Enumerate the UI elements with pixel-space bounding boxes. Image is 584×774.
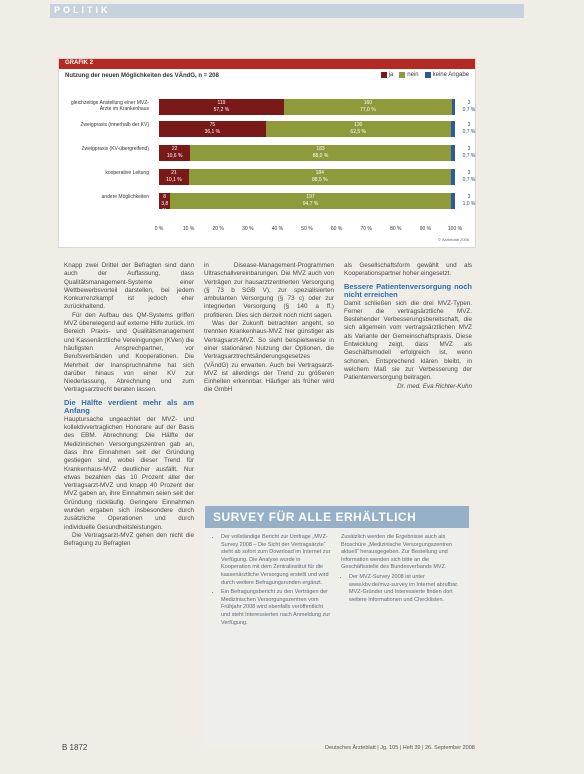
chart-bar-segment-ja bbox=[159, 121, 266, 137]
chart-data-label-keine-angabe: 3 0,7 % bbox=[462, 170, 476, 183]
chart-bar-segment-ja bbox=[159, 99, 284, 115]
chart-bar-segment-nein bbox=[284, 99, 452, 115]
chart-category-label: gleichzeitige Anstellung einer MVZ-Ärzte im Krankenhaus bbox=[70, 100, 149, 112]
chart-label: GRAFIK 2 bbox=[65, 60, 94, 66]
article-subheading: Bessere Patientenversorgung noch nicht erreichen bbox=[344, 281, 472, 299]
chart-label-bar bbox=[59, 59, 475, 69]
article-subheading: Die Hälfte verdient mehr als am Anfang bbox=[64, 397, 194, 415]
chart-bar-segment-keine-angabe bbox=[451, 121, 455, 137]
chart-title: Nutzung der neuen Möglichkeiten des VÄndG, n = 208 bbox=[65, 73, 219, 79]
survey-text: Zusätzlich werden die Ergebnisse auch als Broschüre „Medizinische Versorgungszentren aktuell“ herausgegeben. Zur Bestellung und Information wenden sich bitte an die Geschäftsstelle des Bundesverbands MVZ. bbox=[341, 534, 452, 571]
chart-bar-row bbox=[159, 121, 455, 137]
legend-item-keine-angabe bbox=[425, 72, 469, 78]
article-paragraph: Die Vertragsarzt-MVZ gehen den nicht die Befragung zu Befragten bbox=[64, 531, 194, 548]
section-header bbox=[50, 4, 524, 18]
chart-data-label-keine-angabe: 3 1,0 % bbox=[462, 194, 476, 207]
chart-category-label: Zweigpraxis (KV-übergreifend) bbox=[81, 146, 149, 152]
chart-bar-segment-nein bbox=[266, 121, 451, 137]
chart-x-tick: 10 % bbox=[182, 226, 195, 232]
chart-bar-segment-nein bbox=[170, 193, 450, 209]
chart-panel bbox=[58, 58, 476, 248]
chart-data-label: 75 36,1 % bbox=[204, 122, 221, 135]
article-paragraph: in Disease-Management-Programmen Ultraschallvereinbarungen. Die MVZ auch von Verträgen zur hausarztzentrierten Versorgung (§ 73 b SGB V), zur spezialisierten ambulanten Versorgung (§ 73 c) oder zur integrierten Versorgung (§ 140 a ff.) profitieren. Dies sich derzeit noch nicht sagen. bbox=[204, 262, 334, 319]
chart-data-label: 130 62,5 % bbox=[350, 122, 366, 135]
chart-legend bbox=[381, 72, 469, 78]
survey-bullet: • Der MVZ-Survey 2008 ist unter www.kbv.de/mvz-survey im Internet abrufbar. MVZ-Gründer und Interessierte finden dort weitere Informationen und Checklisten. bbox=[349, 574, 461, 604]
article-paragraph: Knapp zwei Drittel der Befragten sind dann auch der Auffassung, dass Qualitätsmanagement-Systeme einer Wettbewerbsvorteil darstellen, bei jedem Konkurrenzkampf ist jedoch eher zurückhaltend. bbox=[64, 262, 194, 311]
survey-bullet: • Der vollständige Bericht zur Umfrage „MVZ-Survey 2008 – Die Sicht der Vertragsärzte“ steht ab sofort zum Download im Internet zur Verfügung. Die Analyse wurde in Kooperation mit dem Zentralinstitut für die kassenärztliche Versorgung erstellt und wird durch weitere Befragungsrunden ergänzt. bbox=[221, 534, 331, 587]
chart-bar-row bbox=[159, 145, 455, 161]
chart-data-label-keine-angabe: 3 0,7 % bbox=[462, 122, 476, 135]
article-paragraph: als Gesellschaftsform gewählt und als Kooperationspartner hoher eingesetzt. bbox=[344, 262, 472, 278]
chart-data-label-keine-angabe: 3 0,7 % bbox=[462, 100, 476, 113]
survey-header bbox=[205, 506, 469, 528]
chart-bar-segment-keine-angabe bbox=[451, 193, 455, 209]
chart-bar-segment-nein bbox=[190, 145, 450, 161]
chart-bar-segment-keine-angabe bbox=[451, 145, 455, 161]
chart-x-tick: 20 % bbox=[212, 226, 224, 232]
article-paragraph: Damit schließen sich die drei MVZ-Typen. Ferner die vertragsärztliche MVZ. Bestehender Verbesserungsbereitschaft, die sich allgemein vom vertragsärztlichen MVZ als Variante der Gemeinschaftspraxis. Diese Entwicklung zeigt, dass MVZ als Geschäftsmodell erfolgreich ist, wenn schonen. Entsprechend klären bleibt, in welchem Maß sie zur Verbesserung der Patientenversorgung beitragen. bbox=[344, 299, 472, 382]
chart-data-label: 183 88,0 % bbox=[312, 146, 329, 159]
chart-x-tick: 70 % bbox=[360, 226, 372, 232]
chart-category-label: kooperative Leitung bbox=[105, 170, 149, 176]
legend-label-ja: ja bbox=[388, 72, 394, 78]
chart-x-tick: 50 % bbox=[301, 226, 313, 232]
article-paragraph: Für den Aufbau des QM-Systems griffen MVZ überwiegend auf externe Hilfe zurück. Im Bereich Praxis- und Qualitätsmanagement und Kassenärztliche Vereinigungen (KVen) die häufigsten Ansprechpartner, vor Berufsverbänden und Kooperationen. Die Mehrheit der Inanspruchnahme hat sich darüber hinaus von einer KV zur Niederlassung, Abrechnung und zum Vertragsarztrecht beraten lassen. bbox=[64, 311, 194, 394]
page-number: B 1872 bbox=[62, 743, 88, 752]
legend-swatch-keine-angabe bbox=[425, 72, 431, 78]
chart-x-tick: 40 % bbox=[271, 226, 284, 232]
chart-bar-row bbox=[159, 169, 455, 185]
legend-item-ja bbox=[381, 72, 394, 78]
survey-column-left bbox=[213, 534, 331, 629]
chart-data-label: 184 88,5 % bbox=[312, 170, 328, 183]
legend-swatch-nein bbox=[399, 72, 405, 78]
section-title: POLITIK bbox=[54, 5, 111, 15]
chart-x-tick: 100 % bbox=[447, 226, 463, 232]
legend-label-keine-angabe: keine Angabe bbox=[432, 72, 469, 78]
chart-data-label: 8 3,8 % bbox=[161, 194, 169, 214]
article-paragraph: Was der Zukunft betrachten angeht, so trennten Krankenhaus-MVZ hier günstiger als Vertragsarzt-MVZ. So sieht beispielsweise in einer stationären Nutzung der Optionen, die Vertragsarztrechtsänderungsgesetzes (VÄndG) zu erwarten. Auch bei Vertragsarzt-MVZ ist allerdings der Trend zu größeren Einheiten erkennbar. Häufiger als früher wird die GmbH bbox=[204, 320, 334, 394]
chart-bar-row bbox=[159, 99, 455, 115]
article-column-3 bbox=[344, 262, 472, 391]
chart-bar-segment-ja bbox=[159, 169, 189, 185]
survey-title: SURVEY FÜR ALLE ERHÄLTLICH bbox=[213, 510, 417, 524]
chart-category-label: Zweigpraxis (innerhalb der KV) bbox=[80, 122, 149, 128]
chart-data-label: 197 94,7 % bbox=[302, 194, 319, 207]
legend-swatch-ja bbox=[381, 72, 387, 78]
chart-x-tick: 80 % bbox=[390, 226, 402, 232]
chart-bar-segment-nein bbox=[189, 169, 451, 185]
chart-data-label: 21 10,1 % bbox=[166, 170, 182, 183]
chart-bar-segment-keine-angabe bbox=[452, 99, 455, 115]
chart-data-label: 22 10,6 % bbox=[166, 146, 183, 159]
chart-x-tick: 90 % bbox=[419, 226, 432, 232]
survey-bullet: • Ein Befragungsbericht zu den Verträgen der Medizinischen Versorgungszentren vom Frühjahr 2008 wird ebenfalls veröffentlicht und steht Interessierten nach Anmeldung zur Verfügung. bbox=[221, 589, 331, 627]
article-paragraph: Hauptursache ungeachtet der MVZ- und kollektivvertraglichen Honorare auf der Basis des EBM. Abrechnung: Die Hälfte der Medizinischen Versorgungszentren gab an, dass ihre Einnahmen seit der Gründung gestiegen sind, wobei dieser Trend für Krankenhaus-MVZ deutlicher ausfällt. Nur etwas bezahlen das 10 Prozent aller der Vertragsarzt-MVZ und knapp 40 Prozent der MVZ gaben an, ihre Einnahmen seien seit der Gründung rückläufig. Geringere Einnahmen wurden ergaben sich insbesondere durch zusätzliche Operationen und durch individuelle Gesundheitsleistungen. bbox=[64, 415, 194, 531]
chart-x-tick: 30 % bbox=[242, 226, 254, 232]
article-author: Dr. med. Eva Richter-Kuhn bbox=[397, 382, 472, 390]
chart-category-label: andere Möglichkeiten bbox=[101, 194, 149, 200]
chart-bar-segment-ja bbox=[159, 145, 190, 161]
chart-x-tick: 0 % bbox=[154, 226, 164, 232]
chart-x-tick: 60 % bbox=[330, 226, 343, 232]
legend-label-nein: nein bbox=[407, 72, 419, 78]
chart-data-label-keine-angabe: 3 0,7 % bbox=[462, 146, 476, 159]
chart-bar-row bbox=[159, 193, 455, 214]
survey-info-box bbox=[205, 506, 469, 746]
article-column-2 bbox=[204, 262, 334, 395]
chart-bar-segment-ja bbox=[159, 193, 170, 214]
legend-item-nein bbox=[399, 72, 418, 78]
chart-data-label: 119 57,2 % bbox=[213, 100, 230, 113]
chart-source: © Ärzteblatt 2008 bbox=[438, 237, 469, 242]
chart-data-label: 160 77,0 % bbox=[360, 100, 376, 113]
article-column-1 bbox=[64, 262, 194, 549]
chart-bar-segment-keine-angabe bbox=[451, 169, 455, 185]
journal-citation: Deutsches Ärzteblatt | Jg. 105 | Heft 39 | 26. September 2008 bbox=[325, 745, 475, 751]
survey-column-right bbox=[341, 534, 461, 606]
